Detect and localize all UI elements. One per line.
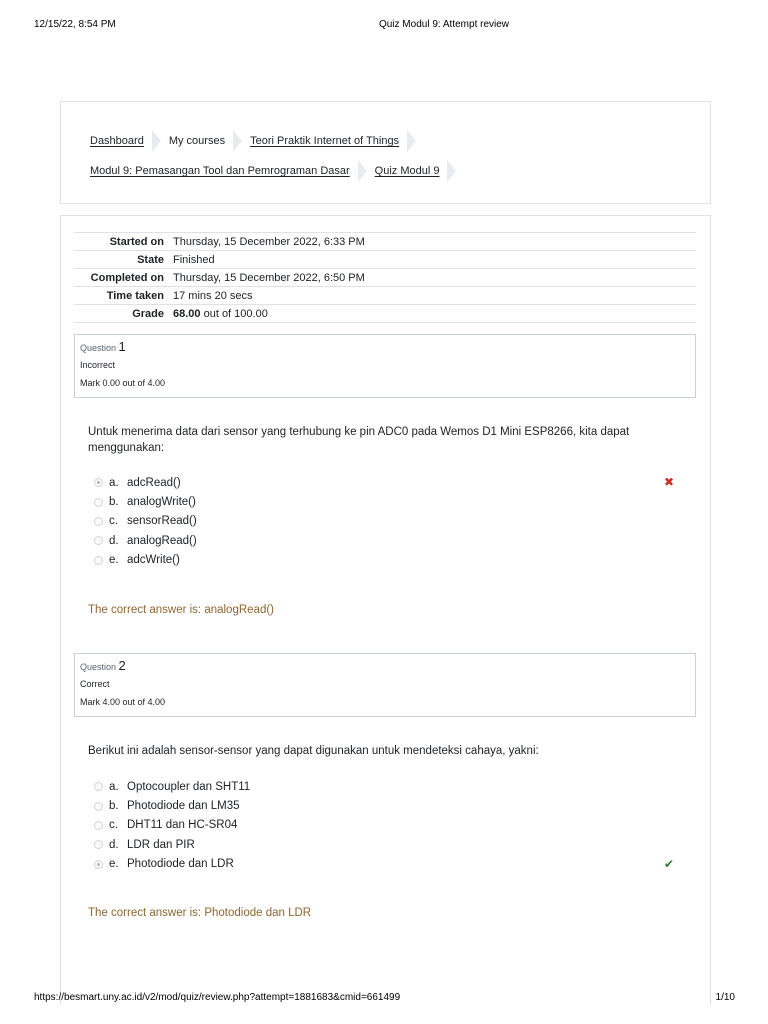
question-info bbox=[74, 334, 696, 398]
summary-row-time bbox=[74, 287, 696, 305]
answer-option bbox=[94, 492, 684, 511]
answer-letter: b. bbox=[109, 800, 119, 813]
correct-answer-feedback: The correct answer is: Photodiode dan LDR bbox=[88, 907, 312, 919]
answer-letter: d. bbox=[109, 534, 119, 547]
answer-option bbox=[94, 531, 684, 550]
breadcrumb-separator bbox=[407, 130, 416, 152]
radio[interactable] bbox=[94, 821, 103, 830]
radio[interactable] bbox=[94, 782, 103, 791]
answer-text: Photodiode dan LDR bbox=[127, 858, 234, 871]
answer-text: sensorRead() bbox=[127, 515, 197, 528]
radio[interactable] bbox=[94, 517, 103, 526]
grade-score: 68.00 bbox=[173, 307, 201, 320]
answer-text: DHT11 dan HC-SR04 bbox=[127, 819, 238, 832]
question-info bbox=[74, 653, 696, 717]
breadcrumb-card bbox=[60, 101, 711, 204]
answer-option bbox=[94, 835, 684, 854]
answer-option bbox=[94, 796, 684, 815]
answer-text: analogRead() bbox=[127, 534, 197, 547]
answer-option bbox=[94, 512, 684, 531]
question-state: Incorrect bbox=[80, 360, 116, 370]
answer-letter: c. bbox=[109, 819, 118, 832]
breadcrumb-dashboard[interactable]: Dashboard bbox=[90, 135, 144, 147]
breadcrumb-section[interactable]: Modul 9: Pemasangan Tool dan Pemrograman Dasar bbox=[90, 165, 350, 177]
summary-row-completed bbox=[74, 269, 696, 287]
breadcrumb-separator bbox=[152, 130, 161, 152]
answer-text: Optocoupler dan SHT11 bbox=[127, 780, 251, 793]
radio[interactable] bbox=[94, 498, 103, 507]
summary-value: 17 mins 20 secs bbox=[173, 289, 253, 302]
cross-icon: ✖ bbox=[663, 475, 674, 489]
question-text: Untuk menerima data dari sensor yang terhubung ke pin ADC0 pada Wemos D1 Mini ESP8266, kita dapat menggunakan: bbox=[88, 426, 630, 454]
summary-label: Completed on bbox=[90, 271, 164, 284]
radio[interactable] bbox=[94, 556, 103, 565]
breadcrumb-course[interactable]: Teori Praktik Internet of Things bbox=[250, 135, 400, 147]
answer-option bbox=[94, 777, 684, 796]
radio-selected[interactable] bbox=[94, 860, 103, 869]
breadcrumb-separator bbox=[233, 130, 242, 152]
summary-row-grade bbox=[74, 305, 696, 323]
question-text: Berikut ini adalah sensor-sensor yang dapat digunakan untuk mendeteksi cahaya, yakni: bbox=[88, 745, 539, 757]
answer-list bbox=[94, 473, 684, 570]
answer-letter: d. bbox=[109, 838, 119, 851]
answer-option bbox=[94, 855, 684, 874]
check-icon: ✔ bbox=[663, 856, 674, 871]
question-label: Question bbox=[80, 343, 117, 353]
breadcrumb-my-courses[interactable]: My courses bbox=[168, 135, 226, 147]
print-date: 12/15/22, 8:54 PM bbox=[34, 19, 116, 30]
radio[interactable] bbox=[94, 536, 103, 545]
answer-letter: e. bbox=[109, 554, 119, 567]
answer-text: LDR dan PIR bbox=[127, 838, 195, 851]
breadcrumb-row-2 bbox=[90, 160, 464, 182]
answer-option bbox=[94, 473, 684, 492]
answer-letter: b. bbox=[109, 496, 119, 509]
print-url: https://besmart.uny.ac.id/v2/mod/quiz/review.php?attempt=1881683&cmid=661499 bbox=[34, 992, 401, 1003]
correct-answer-feedback: The correct answer is: analogRead() bbox=[88, 604, 274, 616]
question-number bbox=[80, 339, 126, 354]
breadcrumb-separator bbox=[447, 160, 456, 182]
answer-text: Photodiode dan LM35 bbox=[127, 800, 240, 813]
print-title: Quiz Modul 9: Attempt review bbox=[378, 19, 510, 30]
print-header bbox=[0, 19, 768, 31]
answer-letter: c. bbox=[109, 515, 118, 528]
radio[interactable] bbox=[94, 840, 103, 849]
question-state: Correct bbox=[80, 679, 110, 689]
answer-text: adcWrite() bbox=[127, 554, 180, 567]
summary-row-state bbox=[74, 251, 696, 269]
summary-value: Thursday, 15 December 2022, 6:50 PM bbox=[173, 271, 365, 284]
answer-text: adcRead() bbox=[127, 476, 181, 489]
grade-rest: out of 100.00 bbox=[203, 307, 268, 320]
radio-selected[interactable] bbox=[94, 478, 103, 487]
summary-value bbox=[173, 305, 696, 323]
summary-label: Time taken bbox=[106, 289, 164, 302]
summary-label: Started on bbox=[109, 235, 164, 248]
summary-label: State bbox=[137, 253, 164, 266]
breadcrumb bbox=[90, 130, 424, 152]
summary-row-started bbox=[74, 233, 696, 251]
attempt-summary-table bbox=[74, 232, 696, 323]
breadcrumb-separator bbox=[358, 160, 367, 182]
summary-value: Finished bbox=[173, 253, 215, 266]
question-num: 1 bbox=[118, 339, 126, 354]
breadcrumb-quiz[interactable]: Quiz Modul 9 bbox=[374, 165, 440, 177]
print-page-number: 1/10 bbox=[715, 992, 735, 1003]
question-number bbox=[80, 658, 126, 673]
answer-text: analogWrite() bbox=[127, 496, 196, 509]
question-num: 2 bbox=[118, 658, 126, 673]
answer-option bbox=[94, 816, 684, 835]
summary-value: Thursday, 15 December 2022, 6:33 PM bbox=[173, 235, 365, 248]
question-label: Question bbox=[80, 662, 117, 672]
question-mark: Mark 0.00 out of 4.00 bbox=[80, 378, 166, 388]
answer-letter: e. bbox=[109, 858, 119, 871]
radio[interactable] bbox=[94, 802, 103, 811]
answer-letter: a. bbox=[109, 780, 119, 793]
answer-list bbox=[94, 777, 684, 874]
summary-label: Grade bbox=[132, 307, 164, 320]
question-mark: Mark 4.00 out of 4.00 bbox=[80, 697, 166, 707]
answer-letter: a. bbox=[109, 476, 119, 489]
answer-option bbox=[94, 551, 684, 570]
